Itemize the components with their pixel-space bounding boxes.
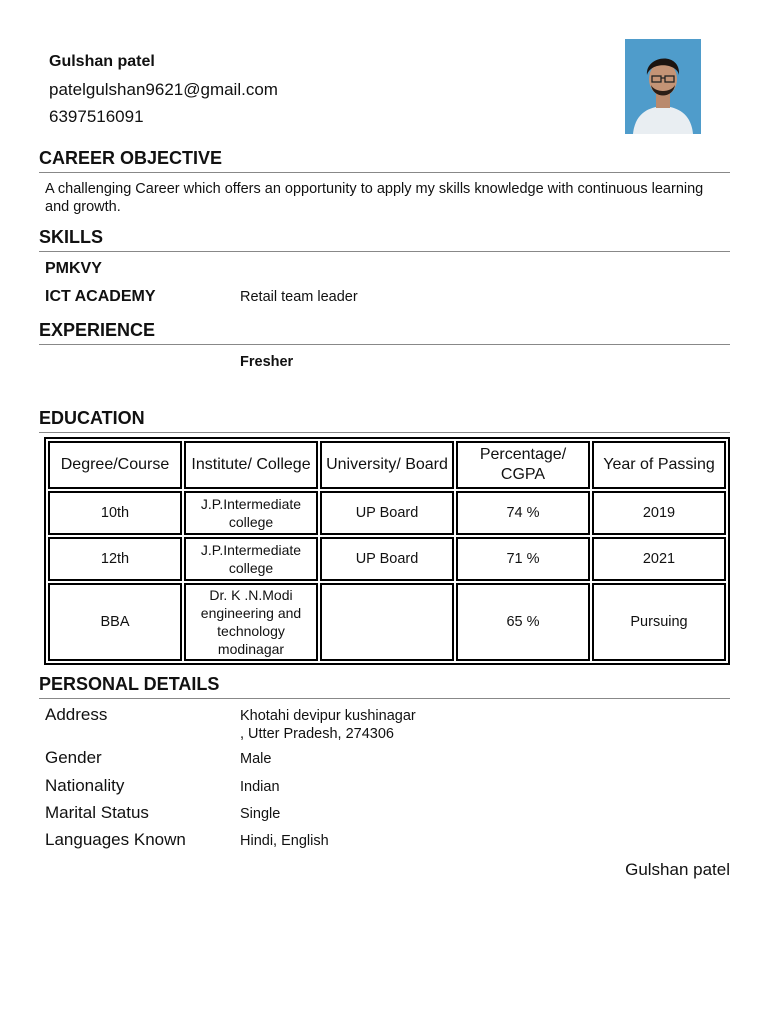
career-objective-text: A challenging Career which offers an opportunity to apply my skills knowledge with continuous learning and growth. (45, 181, 704, 215)
table-cell: UP Board (320, 537, 454, 581)
detail-value-gender: Male (240, 751, 272, 767)
candidate-name: Gulshan patel (49, 53, 155, 70)
detail-label-nationality: Nationality (45, 776, 125, 795)
table-cell: 2019 (592, 491, 726, 535)
education-table (44, 437, 730, 665)
section-divider (39, 698, 730, 699)
skill-description: Retail team leader (240, 289, 358, 305)
table-cell: J.P.Intermediate college (184, 537, 318, 581)
personal-details-heading: PERSONAL DETAILS (39, 674, 220, 694)
detail-label-address: Address (45, 705, 108, 724)
table-cell: 12th (48, 537, 182, 581)
table-row (48, 537, 726, 581)
phone-number: 6397516091 (49, 107, 144, 126)
skill-name: PMKVY (45, 260, 102, 277)
detail-value-nationality: Indian (240, 779, 280, 795)
detail-value-address-line1: Khotahi devipur kushinagar (240, 708, 416, 724)
column-header: Year of Passing (592, 441, 726, 489)
profile-photo (625, 39, 701, 134)
table-cell: 65 % (456, 583, 590, 661)
career-objective-heading: CAREER OBJECTIVE (39, 148, 223, 168)
table-cell: Pursuing (592, 583, 726, 661)
table-cell: UP Board (320, 491, 454, 535)
table-cell: 2021 (592, 537, 726, 581)
detail-label-languages: Languages Known (45, 830, 186, 849)
email-address: patelgulshan9621@gmail.com (49, 80, 278, 99)
table-cell: 71 % (456, 537, 590, 581)
signature-name: Gulshan patel (625, 860, 730, 879)
section-divider (39, 172, 730, 173)
skills-heading: SKILLS (39, 227, 104, 247)
column-header: University/ Board (320, 441, 454, 489)
table-cell: Dr. K .N.Modi engineering and technology modinagar (184, 583, 318, 661)
section-divider (39, 432, 730, 433)
table-cell: BBA (48, 583, 182, 661)
experience-value: Fresher (240, 354, 294, 370)
column-header: Percentage/ CGPA (456, 441, 590, 489)
table-row (48, 491, 726, 535)
detail-label-gender: Gender (45, 748, 102, 767)
skill-name: ICT ACADEMY (45, 288, 156, 305)
table-row (48, 583, 726, 661)
detail-value-marital-status: Single (240, 806, 281, 822)
table-header-row (48, 441, 726, 489)
section-divider (39, 344, 730, 345)
table-cell (320, 583, 454, 661)
experience-heading: EXPERIENCE (39, 320, 156, 340)
detail-value-address-line2: , Utter Pradesh, 274306 (240, 726, 394, 742)
person-photo-icon (625, 39, 701, 134)
table-cell: 74 % (456, 491, 590, 535)
table-cell: J.P.Intermediate college (184, 491, 318, 535)
section-divider (39, 251, 730, 252)
education-heading: EDUCATION (39, 408, 145, 428)
detail-label-marital-status: Marital Status (45, 803, 149, 822)
column-header: Degree/Course (48, 441, 182, 489)
column-header: Institute/ College (184, 441, 318, 489)
table-cell: 10th (48, 491, 182, 535)
detail-value-languages: Hindi, English (240, 833, 329, 849)
